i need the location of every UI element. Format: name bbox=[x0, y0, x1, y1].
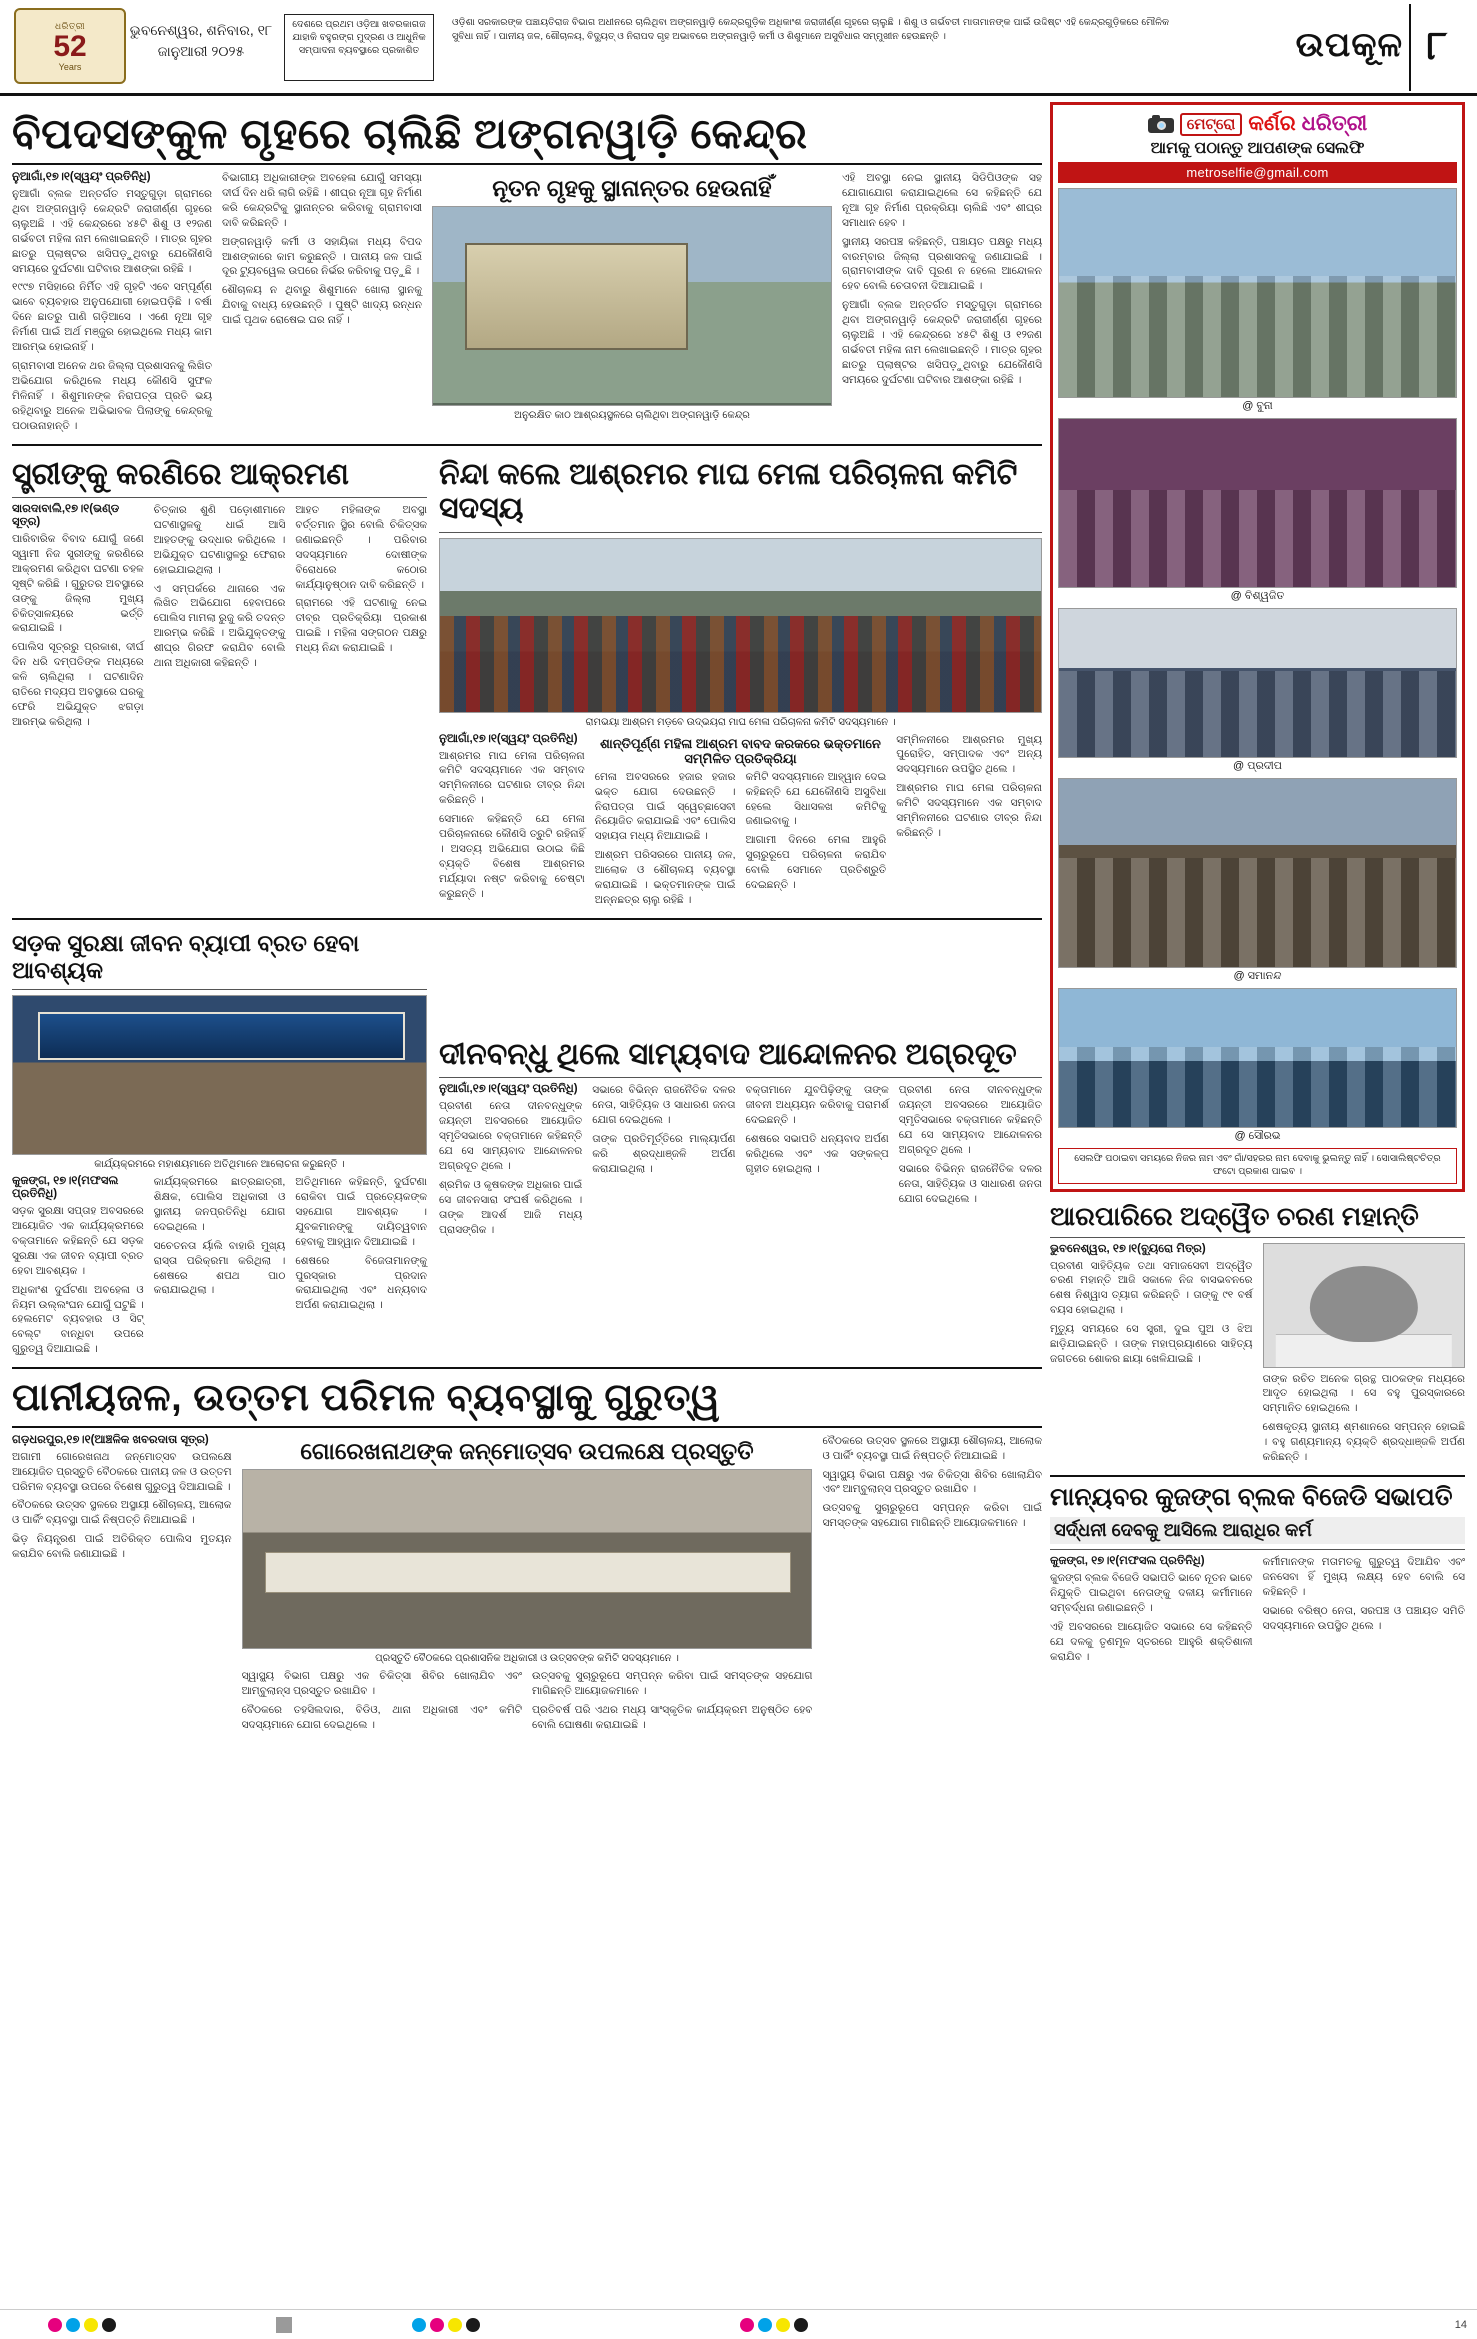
article-mela bbox=[439, 452, 1042, 912]
safety-para: କାର୍ଯ୍ୟକ୍ରମରେ ଛାତ୍ରଛାତ୍ରୀ, ଶିକ୍ଷକ, ପୋଲିସ ଅଧିକାରୀ ଓ ସ୍ଥାନୀୟ ଜନପ୍ରତିନିଧି ଯୋଗ ଦେଇଥିଲେ । bbox=[153, 1176, 286, 1233]
swatch-magenta bbox=[48, 2318, 62, 2332]
lead-photo-label bbox=[433, 403, 831, 405]
mela-para: ଆଶ୍ରମର ମାଘ ମେଳା ପରିଚାଳନା କମିଟି ସଦସ୍ୟମାନେ ଏକ ସମ୍ବାଦ ସମ୍ମିଳନୀରେ ଘଟଣାର ତୀବ୍ର ନିନ୍ଦା କରିଛନ୍ତି । bbox=[896, 782, 1042, 839]
masthead-strapline: ଓଡ଼ିଶା ସରକାରଙ୍କ ପଞ୍ଚାୟତିରାଜ ବିଭାଗ ଅଧୀନରେ ଚାଲିଥିବା ଅଙ୍ଗନୱାଡ଼ି କେନ୍ଦ୍ରଗୁଡ଼ିକ ଅଧିକାଂଶ ଜରାଜୀର୍ଣ୍ଣ ଗୃହରେ ଚାଲୁଛି । ଶିଶୁ ଓ ଗର୍ଭବତୀ ମାତାମାନଙ୍କ ପାଇଁ ଉଦ୍ଦିଷ୍ଟ ଏହି କେନ୍ଦ୍ରଗୁଡ଼ିକରେ ମୌଳିକ ସୁବିଧା ନାହିଁ । ପାନୀୟ ଜଳ, ଶୌଚାଳୟ, ବିଦ୍ୟୁତ୍ ଓ ନିରାପଦ ଗୃହ ଅଭାବରେ ଅଙ୍ଗନୱାଡ଼ି କର୍ମୀ ଓ ଶିଶୁମାନେ ଅସୁବିଧାର ସମ୍ମୁଖୀନ ହେଉଛନ୍ତି । bbox=[452, 17, 1169, 42]
attack-para: ପୋଲିସ ସୂତ୍ରରୁ ପ୍ରକାଶ, ଦୀର୍ଘ ଦିନ ଧରି ଦମ୍ପତିଙ୍କ ମଧ୍ୟରେ କଳି ଚାଲିଥିଲା । ଘଟଣାଦିନ ରାତିରେ ମଦ୍ୟପ ଅବସ୍ଥାରେ ଘରକୁ ଫେରି ଅଭିଯୁକ୍ତ ଝଗଡ଼ା ଆରମ୍ଭ କରିଥିଲା । bbox=[12, 641, 144, 728]
selfie-credit: @ ସୌରଭ bbox=[1234, 1130, 1281, 1142]
article-attack bbox=[12, 452, 427, 912]
right-rail bbox=[1050, 102, 1465, 1736]
article-road-safety bbox=[12, 926, 427, 1361]
bjd-para: କୁଜଙ୍ଗ ବ୍ଲକ ବିଜେଡି ସଭାପତି ଭାବେ ନୂତନ ଭାବେ ନିଯୁକ୍ତି ପାଇଥିବା ନେତାଙ୍କୁ ଦଳୀୟ କର୍ମୀମାନେ ସମ୍ବର୍ଦ୍ଧନା ଜଣାଇଛନ୍ତି । bbox=[1050, 1572, 1253, 1615]
safety-para: ସଡ଼କ ସୁରକ୍ଷା ସପ୍ତାହ ଅବସରରେ ଆୟୋଜିତ ଏକ କାର୍ଯ୍ୟକ୍ରମରେ ବକ୍ତାମାନେ କହିଛନ୍ତି ଯେ ସଡ଼କ ସୁରକ୍ଷା ଏକ ଜୀବନ ବ୍ୟାପୀ ବ୍ରତ ହେବା ଆବଶ୍ୟକ । bbox=[12, 1205, 144, 1277]
water-para: ପ୍ରତିବର୍ଷ ପରି ଏଥର ମଧ୍ୟ ସାଂସ୍କୃତିକ କାର୍ଯ୍ୟକ୍ରମ ଅନୁଷ୍ଠିତ ହେବ ବୋଲି ଘୋଷଣା କରାଯାଇଛି । bbox=[532, 1703, 813, 1731]
dinabandhu-para: ପ୍ରବୀଣ ନେତା ଦୀନବନ୍ଧୁଙ୍କ ଜୟନ୍ତୀ ଅବସରରେ ଆୟୋଜିତ ସ୍ମୃତିସଭାରେ ବକ୍ତାମାନେ କହିଛନ୍ତି ଯେ ସେ ସାମ୍ୟବାଦ ଆନ୍ଦୋଳନର ଅଗ୍ରଦୂତ ଥିଲେ । bbox=[439, 1100, 583, 1172]
swatch-black bbox=[102, 2318, 116, 2332]
dinabandhu-para: ସଭାରେ ବିଭିନ୍ନ ରାଜନୈତିକ ଦଳର ନେତା, ସାହିତ୍ୟିକ ଓ ସାଧାରଣ ଜନତା ଯୋଗ ଦେଇଥିଲେ । bbox=[898, 1162, 1042, 1205]
lead-photo bbox=[432, 206, 832, 406]
lead-para: ଅଙ୍ଗନୱାଡ଼ି କର୍ମୀ ଓ ସହାୟିକା ମଧ୍ୟ ବିପଦ ଆଶଙ୍କାରେ କାମ କରୁଛନ୍ତି । ପାନୀୟ ଜଳ ପାଇଁ ଦୂର ଟ୍ୟୁବୱେଲ ଉପରେ ନିର୍ଭର କରିବାକୁ ପଡ଼ୁଛି । bbox=[222, 235, 422, 278]
dinabandhu-para: ବକ୍ତାମାନେ ଯୁବପିଢ଼ିଙ୍କୁ ତାଙ୍କ ଜୀବନୀ ଅଧ୍ୟୟନ କରିବାକୁ ପରାମର୍ଶ ଦେଇଛନ୍ତି । bbox=[745, 1084, 889, 1127]
swatch-cyan bbox=[66, 2318, 80, 2332]
mela-para: ଆଶ୍ରମ ପରିସରରେ ପାନୀୟ ଜଳ, ଆଲୋକ ଓ ଶୌଚାଳୟ ବ୍ୟବସ୍ଥା କରାଯାଇଛି । ଭକ୍ତମାନଙ୍କ ପାଇଁ ଅନ୍ନଛତ୍ର ଚାଲୁ ରହିଛି । bbox=[594, 849, 736, 906]
obituary-para: ପ୍ରବୀଣ ସାହିତ୍ୟିକ ତଥା ସମାଜସେବୀ ଅଦ୍ୱୈତ ଚରଣ ମହାନ୍ତି ଆଜି ସକାଳେ ନିଜ ବାସଭବନରେ ଶେଷ ନିଶ୍ୱାସ ତ୍ୟାଗ କରିଛନ୍ତି । ତାଙ୍କୁ ୯୧ ବର୍ଷ ବୟସ ହୋଇଥିଲା । bbox=[1050, 1259, 1253, 1317]
bjd-dateline: କୁଜଙ୍ଗ, ୧୭।୧(ମଫସଲ ପ୍ରତିନିଧି) bbox=[1050, 1555, 1205, 1568]
mela-para: କମିଟି ସଦସ୍ୟମାନେ ଆହ୍ୱାନ ଦେଇ କହିଛନ୍ତି ଯେ ଯେକୌଣସି ଅସୁବିଧା ହେଲେ ସିଧାସଳଖ କମିଟିକୁ ଜଣାଇବାକୁ । bbox=[745, 770, 887, 828]
metro-logo: ମେଟ୍ରୋ bbox=[1180, 113, 1243, 136]
attack-dateline: ସାରଦାବାଲି,୧୭।୧(ଭଣ୍ଡ ସୂତ୍ର) bbox=[12, 503, 120, 529]
water-para: ଭିଡ଼ ନିୟନ୍ତ୍ରଣ ପାଇଁ ଅତିରିକ୍ତ ପୋଲିସ ମୁତୟନ କରାଯିବ ବୋଲି ଜଣାଯାଇଛି । bbox=[12, 1533, 232, 1561]
selfie-photo bbox=[1058, 778, 1457, 968]
attack-headline: ସ୍ତ୍ରୀଙ୍କୁ କରଣିରେ ଆକ୍ରମଣ bbox=[12, 457, 349, 491]
mela-para: ଆଶ୍ରମର ମାଘ ମେଳା ପରିଚାଳନା କମିଟି ସଦସ୍ୟମାନେ ଏକ ସମ୍ବାଦ ସମ୍ମିଳନୀରେ ଘଟଣାର ତୀବ୍ର ନିନ୍ଦା କରିଛନ୍ତି । bbox=[439, 749, 585, 807]
bjd-subheadline: ସର୍ଦ୍ଧନୀ ଦେବକୁ ଆସିଲେ ଆରାଧିର କର୍ମ bbox=[1050, 1517, 1465, 1545]
attack-para: ଆହତ ମହିଳାଙ୍କ ଅବସ୍ଥା ବର୍ତ୍ତମାନ ସ୍ଥିର ବୋଲି ଚିକିତ୍ସକ ଜଣାଇଛନ୍ତି । ପରିବାର ସଦସ୍ୟମାନେ ଦୋଷୀଙ୍କ ବିରୋଧରେ କଠୋର କାର୍ଯ୍ୟାନୁଷ୍ଠାନ ଦାବି କରିଛନ୍ତି । bbox=[295, 504, 428, 591]
article-water bbox=[12, 1377, 1042, 1736]
selfie-photo bbox=[1058, 188, 1457, 398]
lead-para: ଶୌଚାଳୟ ନ ଥିବାରୁ ଶିଶୁମାନେ ଖୋଲା ସ୍ଥାନକୁ ଯିବାକୁ ବାଧ୍ୟ ହେଉଛନ୍ତି । ପୁଷ୍ଟି ଖାଦ୍ୟ ରନ୍ଧନ ପାଇଁ ପୃଥକ ରୋଷେଇ ଘର ନାହିଁ । bbox=[222, 284, 422, 327]
water-para: ବୈଠକରେ ତହସିଲଦାର, ବିଡିଓ, ଥାନା ଅଧିକାରୀ ଏବଂ କମିଟି ସଦସ୍ୟମାନେ ଯୋଗ ଦେଇଥିଲେ । bbox=[241, 1703, 522, 1731]
dinabandhu-para: ଶ୍ରମିକ ଓ କୃଷକଙ୍କ ଅଧିକାର ପାଇଁ ସେ ଜୀବନସାରା ସଂଘର୍ଷ କରିଥିଲେ । ତାଙ୍କ ଆଦର୍ଶ ଆଜି ମଧ୍ୟ ପ୍ରାସଙ୍ଗିକ । bbox=[439, 1178, 583, 1236]
obituary-dateline: ଭୁବନେଶ୍ୱର, ୧୭।୧(ବ୍ୟୁରୋ ମିତ୍ର) bbox=[1050, 1242, 1206, 1255]
dinabandhu-para: ପ୍ରବୀଣ ନେତା ଦୀନବନ୍ଧୁଙ୍କ ଜୟନ୍ତୀ ଅବସରରେ ଆୟୋଜିତ ସ୍ମୃତିସଭାରେ ବକ୍ତାମାନେ କହିଛନ୍ତି ଯେ ସେ ସାମ୍ୟବାଦ ଆନ୍ଦୋଳନର ଅଗ୍ରଦୂତ ଥିଲେ । bbox=[898, 1084, 1042, 1156]
lead-para: ୧୯୯୭ ମସିହାରେ ନିର୍ମିତ ଏହି ଗୃହଟି ଏବେ ସମ୍ପୂର୍ଣ୍ଣ ଭାବେ ବ୍ୟବହାର ଅନୁପଯୋଗୀ ହୋଇପଡ଼ିଛି । ବର୍ଷା ଦିନେ ଛାତରୁ ପାଣି ଗଡ଼ିଆସେ । ଏଣେ ନୂଆ ଗୃହ ନିର୍ମାଣ ପାଇଁ ଅର୍ଥ ମଞ୍ଜୁର ହୋଇଥିଲେ ମଧ୍ୟ କାମ ଆରମ୍ଭ ହୋଇନାହିଁ । bbox=[12, 281, 212, 354]
selfie-photo bbox=[1058, 988, 1457, 1128]
article-obituary bbox=[1050, 1202, 1465, 1469]
dinabandhu-para: ଶେଷରେ ସଭାପତି ଧନ୍ୟବାଦ ଅର୍ପଣ କରିଥିଲେ ଏବଂ ଏକ ସଙ୍କଳ୍ପ ଗୃହୀତ ହୋଇଥିଲା । bbox=[745, 1133, 889, 1175]
lead-headline: ବିପଦସଙ୍କୁଳ ଗୃହରେ ଚାଲିଛି ଅଙ୍ଗନୱାଡ଼ି କେନ୍ଦ୍ର bbox=[12, 110, 808, 157]
swatch-magenta bbox=[740, 2318, 754, 2332]
dinabandhu-headline: ଦୀନବନ୍ଧୁ ଥିଲେ ସାମ୍ୟବାଦ ଆନ୍ଦୋଳନର ଅଗ୍ରଦୂତ bbox=[439, 1037, 1017, 1071]
mela-para: ଆଗାମୀ ଦିନରେ ମେଳା ଆହୁରି ସୁଚାରୁରୂପେ ପରିଚାଳନା କରାଯିବ ବୋଲି ସେମାନେ ପ୍ରତିଶ୍ରୁତି ଦେଇଛନ୍ତି । bbox=[745, 834, 887, 892]
lead-para: ନୁଆଗାଁ ବ୍ଲକ ଅନ୍ତର୍ଗତ ମସ୍ତୁଗୁଡ଼ା ଗ୍ରାମରେ ଥିବା ଅଙ୍ଗନୱାଡ଼ି କେନ୍ଦ୍ରଟି ଜରାଜୀର୍ଣ୍ଣ ଗୃହରେ ଚାଲୁଅଛି । ଏହି କେନ୍ଦ୍ରରେ ୪୫ଟି ଶିଶୁ ଓ ୧୨ଜଣ ଗର୍ଭବତୀ ମହିଳା ନାମ ଲେଖାଇଛନ୍ତି । ମାତ୍ର ଗୃହର ଛାତରୁ ପ୍ଲାଷ୍ଟର ଖସିପଡ଼ୁଥିବାରୁ ଯେକୌଣସି ସମୟରେ ଦୁର୍ଘଟଣା ଘଟିବାର ଆଶଙ୍କା ରହିଛି । bbox=[842, 299, 1042, 386]
camera-icon bbox=[1148, 115, 1174, 133]
mela-subheadline: ଶାନ୍ତିପୂର୍ଣ୍ଣ ମହିଳା ଆଶ୍ରମ ବାବଦ କରକରେ ଭକ୍ତମାନେ ସମ୍ମିଳିତ ପ୍ରତିକ୍ରିୟା bbox=[600, 735, 881, 767]
swatch-cyan bbox=[758, 2318, 772, 2332]
swatch-group-right bbox=[740, 2318, 808, 2332]
selfie-tagline: ଆମକୁ ପଠାନ୍ତୁ ଆପଣଙ୍କ ସେଲଫି bbox=[1150, 140, 1365, 157]
attack-para: ଚିତ୍କାର ଶୁଣି ପଡ଼ୋଶୀମାନେ ଘଟଣାସ୍ଥଳକୁ ଧାଇଁ ଆସି ଆହତଙ୍କୁ ଉଦ୍ଧାର କରିଥିଲେ । ଅଭିଯୁକ୍ତ ଘଟଣାସ୍ଥଳରୁ ଫେରାର ହୋଇଯାଇଥିଲା । bbox=[153, 504, 286, 576]
selfie-photo bbox=[1058, 608, 1457, 758]
main-content bbox=[12, 102, 1042, 1736]
kanara-logo: କର୍ଣର bbox=[1248, 112, 1296, 135]
water-photo bbox=[242, 1469, 813, 1649]
selfie-credit: @ ବୁନା bbox=[1242, 400, 1273, 412]
emblem-years: Years bbox=[58, 61, 82, 72]
selfie-email[interactable]: metroselfie@gmail.com bbox=[1058, 162, 1457, 183]
swatch-yellow bbox=[84, 2318, 98, 2332]
selfie-credit: @ ସମାନନ୍ଦ bbox=[1233, 970, 1282, 982]
masthead bbox=[0, 0, 1477, 96]
safety-para: ଅତିଥିମାନେ କହିଛନ୍ତି, ଦୁର୍ଘଟଣା ରୋକିବା ପାଇଁ ପ୍ରତ୍ୟେକଙ୍କ ସହଯୋଗ ଆବଶ୍ୟକ । ଯୁବକମାନଙ୍କୁ ଦାୟିତ୍ୱବାନ ହେବାକୁ ଆହ୍ୱାନ ଦିଆଯାଇଛି । bbox=[295, 1176, 428, 1248]
water-subheadline: ଗୋରେଖନାଥଙ୍କ ଜନ୍ମୋତ୍ସବ ଉପଲକ୍ଷେ ପ୍ରସ୍ତୁତି bbox=[300, 1437, 754, 1464]
lead-subheadline: ନୂତନ ଗୃହକୁ ସ୍ଥାନାନ୍ତର ହେଉନାହିଁ bbox=[492, 175, 772, 202]
lead-dateline: ନୁଆଗାଁ,୧୭।୧(ସ୍ୱୟଂ ପ୍ରତିନିଧି) bbox=[12, 171, 151, 184]
bjd-headline: ମାନ୍ୟବର କୁଜଙ୍ଗ ବ୍ଲକ ବିଜେଡି ସଭାପତି bbox=[1050, 1482, 1453, 1511]
selfie-branding bbox=[1058, 110, 1457, 136]
anniversary-emblem bbox=[14, 8, 126, 84]
mela-photo-caption: ରାମଭୟା ଆଶ୍ରମ ମଡ଼ବେ ଉଦ୍ଭୟରା ମାଘ ମେଳା ପରିଚାଳନା କମିଟି ସଦସ୍ୟମାନେ । bbox=[585, 716, 896, 728]
water-para: ଅଗାମୀ ଗୋରେଖନାଥ ଜନ୍ମୋତ୍ସବ ଉପଲକ୍ଷେ ଆୟୋଜିତ ପ୍ରସ୍ତୁତି ବୈଠକରେ ପାନୀୟ ଜଳ ଓ ଉତ୍ତମ ପରିମଳ ବ୍ୟବସ୍ଥା ଉପରେ ବିଶେଷ ଗୁରୁତ୍ୱ ଦିଆଯାଇଛି । bbox=[12, 1450, 232, 1493]
dinabandhu-para: ସଭାରେ ବିଭିନ୍ନ ରାଜନୈତିକ ଦଳର ନେତା, ସାହିତ୍ୟିକ ଓ ସାଧାରଣ ଜନତା ଯୋଗ ଦେଇଥିଲେ । bbox=[592, 1084, 736, 1127]
attack-para: ପାରିବାରିକ ବିବାଦ ଯୋଗୁଁ ଜଣେ ସ୍ୱାମୀ ନିଜ ସ୍ତ୍ରୀଙ୍କୁ କରଣିରେ ଆକ୍ରମଣ କରିଥିବା ଘଟଣା ଚହଳ ସୃଷ୍ଟି କରିଛି । ଗୁରୁତର ଅବସ୍ଥାରେ ତାଙ୍କୁ ଜିଲ୍ଲା ମୁଖ୍ୟ ଚିକିତ୍ସାଳୟରେ ଭର୍ତ୍ତି କରାଯାଇଛି । bbox=[12, 533, 144, 635]
lead-para: ଏହି ଅବସ୍ଥା ନେଇ ସ୍ଥାନୀୟ ସିଡିପିଓଙ୍କ ସହ ଯୋଗାଯୋଗ କରାଯାଇଥିଲେ ସେ କହିଛନ୍ତି ଯେ ନୂଆ ଗୃହ ନିର୍ମାଣ ପ୍ରକ୍ରିୟା ଚାଲିଛି ଏବଂ ଶୀଘ୍ର ସମାଧାନ ହେବ । bbox=[842, 172, 1042, 229]
dinabandhu-dateline: ନୁଆଗାଁ,୧୭।୧(ସ୍ୱୟଂ ପ୍ରତିନିଧି) bbox=[439, 1083, 578, 1096]
lead-para: ବିଭାଗୀୟ ଅଧିକାରୀଙ୍କ ଅବହେଳା ଯୋଗୁଁ ସମସ୍ୟା ଦୀର୍ଘ ଦିନ ଧରି ଲାଗି ରହିଛି । ଶୀଘ୍ର ନୂଆ ଗୃହ ନିର୍ମାଣ କରି କେନ୍ଦ୍ରଟିକୁ ସ୍ଥାନାନ୍ତର କରିବାକୁ ଗ୍ରାମବାସୀ ଦାବି କରିଛନ୍ତି । bbox=[222, 172, 422, 229]
mela-para: ମେଳା ଅବସରରେ ହଜାର ହଜାର ଭକ୍ତ ଯୋଗ ଦେଉଛନ୍ତି । ନିରାପତ୍ତା ପାଇଁ ସ୍ୱେଚ୍ଛାସେବୀ ନିୟୋଜିତ କରାଯାଇଛି ଏବଂ ପୋଲିସ ସହାୟତା ମଧ୍ୟ ନିଆଯାଇଛି । bbox=[594, 770, 736, 843]
bjd-para: ଏହି ଅବସରରେ ଆୟୋଜିତ ସଭାରେ ସେ କହିଛନ୍ତି ଯେ ଦଳକୁ ତୃଣମୂଳ ସ୍ତରରେ ଆହୁରି ଶକ୍ତିଶାଳୀ କରାଯିବ । bbox=[1050, 1621, 1253, 1663]
swatch-magenta bbox=[430, 2318, 444, 2332]
footer-page-number: 14 bbox=[1454, 2318, 1467, 2331]
bjd-para: କର୍ମୀମାନଙ୍କ ମତାମତକୁ ଗୁରୁତ୍ୱ ଦିଆଯିବ ଏବଂ ଜନସେବା ହିଁ ମୁଖ୍ୟ ଲକ୍ଷ୍ୟ ହେବ ବୋଲି ସେ କହିଛନ୍ତି । bbox=[1262, 1556, 1465, 1599]
emblem-brand: ଧରିତ୍ରୀ bbox=[54, 20, 86, 31]
safety-para: ଅଧିକାଂଶ ଦୁର୍ଘଟଣା ଅବହେଳା ଓ ନିୟମ ଉଲ୍ଲଂଘନ ଯୋଗୁଁ ଘଟୁଛି । ହେଲମେଟ ବ୍ୟବହାର ଓ ସିଟ୍ ବେଲ୍ଟ ବାନ୍ଧିବା ଉପରେ ଗୁରୁତ୍ୱ ଦିଆଯାଇଛି । bbox=[12, 1283, 144, 1356]
safety-photo-caption: କାର୍ଯ୍ୟକ୍ରମରେ ମହାଶୟମାନେ ଅତିଥିମାନେ ଆଲୋଚନା କରୁଛନ୍ତି । bbox=[94, 1159, 345, 1171]
emblem-number: 52 bbox=[53, 29, 87, 63]
obituary-para: ମୃତ୍ୟୁ ସମୟରେ ସେ ସ୍ତ୍ରୀ, ଦୁଇ ପୁଅ ଓ ଝିଅ ଛାଡ଼ିଯାଇଛନ୍ତି । ତାଙ୍କ ମହାପ୍ରୟାଣରେ ସାହିତ୍ୟ ଜଗତରେ ଶୋକର ଛାୟା ଖେଳିଯାଇଛି । bbox=[1050, 1323, 1253, 1365]
swatch-black bbox=[466, 2318, 480, 2332]
water-para: ବୈଠକରେ ଉତ୍ସବ ସ୍ଥଳରେ ଅସ୍ଥାୟୀ ଶୌଚାଳୟ, ଆଲୋକ ଓ ପାର୍କିଂ ବ୍ୟବସ୍ଥା ପାଇଁ ନିଷ୍ପତ୍ତି ନିଆଯାଇଛି । bbox=[822, 1434, 1042, 1462]
safety-headline: ସଡ଼କ ସୁରକ୍ଷା ଜୀବନ ବ୍ୟାପୀ ବ୍ରତ ହେବା ଆବଶ୍ୟକ bbox=[12, 929, 360, 983]
water-para: ସ୍ୱାସ୍ଥ୍ୟ ବିଭାଗ ପକ୍ଷରୁ ଏକ ଚିକିତ୍ସା ଶିବିର ଖୋଲାଯିବ ଏବଂ ଆମ୍ବୁଲାନ୍ସ ପ୍ରସ୍ତୁତ ରଖାଯିବ । bbox=[822, 1468, 1042, 1496]
article-bjd bbox=[1050, 1483, 1465, 1669]
water-para: ବୈଠକରେ ଉତ୍ସବ ସ୍ଥଳରେ ଅସ୍ଥାୟୀ ଶୌଚାଳୟ, ଆଲୋକ ଓ ପାର୍କିଂ ବ୍ୟବସ୍ଥା ପାଇଁ ନିଷ୍ପତ୍ତି ନିଆଯାଇଛି । bbox=[12, 1499, 232, 1527]
article-dinabandhu bbox=[439, 926, 1042, 1361]
water-para: ଉତ୍ସବକୁ ସୁଚାରୁରୂପେ ସମ୍ପନ୍ନ କରିବା ପାଇଁ ସମସ୍ତଙ୍କ ସହଯୋଗ ମାଗିଛନ୍ତି ଆୟୋଜକମାନେ । bbox=[532, 1669, 813, 1697]
selfie-credit: @ ପ୍ରଦୀପ bbox=[1233, 760, 1282, 772]
safety-photo bbox=[12, 995, 427, 1155]
swatch-black bbox=[794, 2318, 808, 2332]
swatch-group-gray bbox=[276, 2317, 292, 2333]
swatch-group-left bbox=[48, 2318, 116, 2332]
lead-para: ନୁଆଗାଁ ବ୍ଲକ ଅନ୍ତର୍ଗତ ମସ୍ତୁଗୁଡ଼ା ଗ୍ରାମରେ ଥିବା ଅଙ୍ଗନୱାଡ଼ି କେନ୍ଦ୍ରଟି ଜରାଜୀର୍ଣ୍ଣ ଗୃହରେ ଚାଲୁଅଛି । ଏହି କେନ୍ଦ୍ରରେ ୪୫ଟି ଶିଶୁ ଓ ୧୨ଜଣ ଗର୍ଭବତୀ ମହିଳା ନାମ ଲେଖାଇଛନ୍ତି । ମାତ୍ର ଗୃହର ଛାତରୁ ପ୍ଲାଷ୍ଟର ଖସିପଡ଼ୁଥିବାରୁ ଯେକୌଣସି ସମୟରେ ଦୁର୍ଘଟଣା ଘଟିବାର ଆଶଙ୍କା ରହିଛି । bbox=[12, 188, 212, 275]
swatch-gray bbox=[276, 2317, 292, 2333]
obituary-para: ଶେଷକୃତ୍ୟ ସ୍ଥାନୀୟ ଶ୍ମଶାନରେ ସମ୍ପନ୍ନ ହୋଇଛି । ବହୁ ଗଣ୍ୟମାନ୍ୟ ବ୍ୟକ୍ତି ଶ୍ରଦ୍ଧାଞ୍ଜଳି ଅର୍ପଣ କରିଛନ୍ତି । bbox=[1262, 1421, 1465, 1464]
obituary-portrait bbox=[1263, 1243, 1466, 1368]
attack-para: ଏ ସମ୍ପର୍କରେ ଥାନାରେ ଏକ ଲିଖିତ ଅଭିଯୋଗ ହେବାପରେ ପୋଲିସ ମାମଲା ରୁଜୁ କରି ତଦନ୍ତ ଆରମ୍ଭ କରିଛି । ଅଭିଯୁକ୍ତଙ୍କୁ ଶୀଘ୍ର ଗିରଫ କରାଯିବ ବୋଲି ଥାନା ଅଧିକାରୀ କହିଛନ୍ତି । bbox=[153, 582, 286, 670]
masthead-place-date: ଭୁବନେଶ୍ୱର, ଶନିବାର, ୧୮ ଜାନୁଆରୀ ୨୦୨୫ bbox=[129, 22, 273, 59]
swatch-cyan bbox=[412, 2318, 426, 2332]
masthead-note-box: ଦେଶରେ ପ୍ରଥମ ଓଡ଼ିଆ ଖବରକାଗଜ ଯାହାକି ବହୁରଙ୍ଗ ମୁଦ୍ରଣ ଓ ଆଧୁନିକ ସମ୍ପାଦନା ବ୍ୟବସ୍ଥାରେ ପ୍ରକାଶିତ bbox=[284, 14, 434, 81]
water-para: ସ୍ୱାସ୍ଥ୍ୟ ବିଭାଗ ପକ୍ଷରୁ ଏକ ଚିକିତ୍ସା ଶିବିର ଖୋଲାଯିବ ଏବଂ ଆମ୍ବୁଲାନ୍ସ ପ୍ରସ୍ତୁତ ରଖାଯିବ । bbox=[241, 1669, 522, 1697]
swatch-yellow bbox=[776, 2318, 790, 2332]
mela-para: ସେମାନେ କହିଛନ୍ତି ଯେ ମେଳା ପରିଚାଳନାରେ କୌଣସି ତ୍ରୁଟି ରହିନାହିଁ । ଅସତ୍ୟ ଅଭିଯୋଗ ଉଠାଇ କିଛି ବ୍ୟକ୍ତି ବିଶେଷ ଆଶ୍ରମର ମର୍ଯ୍ୟାଦା ନଷ୍ଟ କରିବାକୁ ଚେଷ୍ଟା କରୁଛନ୍ତି । bbox=[439, 813, 585, 900]
metro-selfie-box bbox=[1050, 102, 1465, 1192]
water-headline: ପାନୀୟଜଳ, ଉତ୍ତମ ପରିମଳ ବ୍ୟବସ୍ଥାକୁ ଗୁରୁତ୍ୱ bbox=[12, 1377, 721, 1420]
swatch-yellow bbox=[448, 2318, 462, 2332]
lead-para: ସ୍ଥାନୀୟ ସରପଞ୍ଚ କହିଛନ୍ତି, ପଞ୍ଚାୟତ ପକ୍ଷରୁ ମଧ୍ୟ ବାରମ୍ବାର ଜିଲ୍ଲା ପ୍ରଶାସନକୁ ଜଣାଯାଇଛି । ଗ୍ରାମବାସୀଙ୍କ ଦାବି ପୂରଣ ନ ହେଲେ ଆନ୍ଦୋଳନ ହେବ ବୋଲି ଚେତାବନୀ ଦିଆଯାଇଛି । bbox=[842, 235, 1042, 293]
swatch-group-mid bbox=[412, 2318, 480, 2332]
selfie-photo bbox=[1058, 418, 1457, 588]
safety-para: ଶେଷରେ ବିଜେତାମାନଙ୍କୁ ପୁରସ୍କାର ପ୍ରଦାନ କରାଯାଇଥିଲା ଏବଂ ଧନ୍ୟବାଦ ଅର୍ପଣ କରାଯାଇଥିଲା । bbox=[295, 1254, 428, 1312]
mela-para: ସମ୍ମିଳନୀରେ ଆଶ୍ରମର ମୁଖ୍ୟ ପୁରୋହିତ, ସମ୍ପାଦକ ଏବଂ ଅନ୍ୟ ସଦସ୍ୟମାନେ ଉପସ୍ଥିତ ଥିଲେ । bbox=[896, 733, 1042, 776]
water-para: ଉତ୍ସବକୁ ସୁଚାରୁରୂପେ ସମ୍ପନ୍ନ କରିବା ପାଇଁ ସମସ୍ତଙ୍କ ସହଯୋଗ ମାଗିଛନ୍ତି ଆୟୋଜକମାନେ । bbox=[822, 1502, 1042, 1530]
safety-dateline: କୁଜଙ୍ଗ, ୧୭।୧(ମଫସଲ ପ୍ରତିନିଧି) bbox=[12, 1175, 119, 1201]
mela-dateline: ନୁଆଗାଁ,୧୭।୧(ସ୍ୱୟଂ ପ୍ରତିନିଧି) bbox=[439, 732, 578, 745]
print-registration-bar bbox=[0, 2309, 1477, 2339]
bjd-para: ସଭାରେ ବରିଷ୍ଠ ନେତା, ସରପଞ୍ଚ ଓ ପଞ୍ଚାୟତ ସମିତି ସଦସ୍ୟମାନେ ଉପସ୍ଥିତ ଥିଲେ । bbox=[1262, 1605, 1465, 1632]
obituary-headline: ଆରପାରିରେ ଅଦ୍ୱୈତ ଚରଣ ମହାନ୍ତି bbox=[1050, 1200, 1419, 1231]
water-photo-caption: ପ୍ରସ୍ତୁତି ବୈଠକରେ ପ୍ରଶାସନିକ ଅଧିକାରୀ ଓ ଉତ୍ସବଙ୍କ କମିଟି ସଦସ୍ୟମାନେ । bbox=[375, 1652, 679, 1664]
mela-headline: ନିନ୍ଦା କଲେ ଆଶ୍ରମର ମାଘ ମେଳା ପରିଚାଳନା କମିଟି ସଦସ୍ୟ bbox=[439, 457, 1018, 526]
safety-para: ସଚେତନତା ର୍ୟାଲି ବାହାରି ମୁଖ୍ୟ ରାସ୍ତା ପରିକ୍ରମା କରିଥିଲା । ଶେଷରେ ଶପଥ ପାଠ କରାଯାଇଥିଲା । bbox=[153, 1239, 286, 1297]
selfie-instructions: ସେଲଫି ପଠାଇବା ସମୟରେ ନିଜର ନାମ ଏବଂ ଗାଁ/ସହରର ନାମ ଦେବାକୁ ଭୁଲନ୍ତୁ ନାହିଁ । ସୋସାଲିଷ୍ଟଚିତ୍ର ଫଟୋ ପ୍ରକାଶ ପାଇବ । bbox=[1058, 1148, 1457, 1184]
article-lead bbox=[12, 110, 1042, 438]
attack-para: ଗ୍ରାମରେ ଏହି ଘଟଣାକୁ ନେଇ ତୀବ୍ର ପ୍ରତିକ୍ରିୟା ପ୍ରକାଶ ପାଇଛି । ମହିଳା ସଙ୍ଗଠନ ପକ୍ଷରୁ ମଧ୍ୟ ନିନ୍ଦା କରାଯାଇଛି । bbox=[295, 597, 428, 655]
selfie-credit: @ ବିଶ୍ୱଜିତ bbox=[1230, 590, 1285, 602]
obituary-para: ତାଙ୍କ ରଚିତ ଅନେକ ଗ୍ରନ୍ଥ ପାଠକଙ୍କ ମଧ୍ୟରେ ଆଦୃତ ହୋଇଥିଲା । ସେ ବହୁ ପୁରସ୍କାରରେ ସମ୍ମାନିତ ହୋଇଥିଲେ । bbox=[1262, 1372, 1465, 1415]
page-number: ୮ bbox=[1409, 4, 1463, 91]
dinabandhu-para: ତାଙ୍କ ପ୍ରତିମୂର୍ତ୍ତିରେ ମାଲ୍ୟାର୍ପଣ କରି ଶ୍ରଦ୍ଧାଞ୍ଜଳି ଅର୍ପଣ କରାଯାଇଥିଲା । bbox=[592, 1133, 736, 1175]
mela-photo bbox=[439, 538, 1042, 713]
water-dateline: ଗଡ଼ଧରପୁର,୧୭।୧(ଆଞ୍ଚଳିକ ଖବରଦାତା ସୂତ୍ର) bbox=[12, 1433, 209, 1446]
dharitri-logo: ଧରିତ୍ରୀ bbox=[1301, 112, 1368, 135]
section-title: ଉପକୂଳ bbox=[1295, 26, 1403, 64]
lead-photo-caption: ଅନୁରକ୍ଷିତ କାଠ ଆଶ୍ରୟସ୍ଥଳରେ ଚାଲିଥିବା ଅଙ୍ଗନୱାଡ଼ି କେନ୍ଦ୍ର bbox=[514, 410, 750, 422]
lead-para: ଗ୍ରାମବାସୀ ଅନେକ ଥର ଜିଲ୍ଲା ପ୍ରଶାସନକୁ ଲିଖିତ ଅଭିଯୋଗ କରିଥିଲେ ମଧ୍ୟ କୌଣସି ସୁଫଳ ମିଳିନାହିଁ । ଶିଶୁମାନଙ୍କ ନିରାପତ୍ତା ପ୍ରତି ଭୟ ରହିଥିବାରୁ ଅନେକ ଅଭିଭାବକ ପିଲାଙ୍କୁ କେନ୍ଦ୍ରକୁ ପଠାଉନାହାନ୍ତି । bbox=[12, 360, 212, 432]
